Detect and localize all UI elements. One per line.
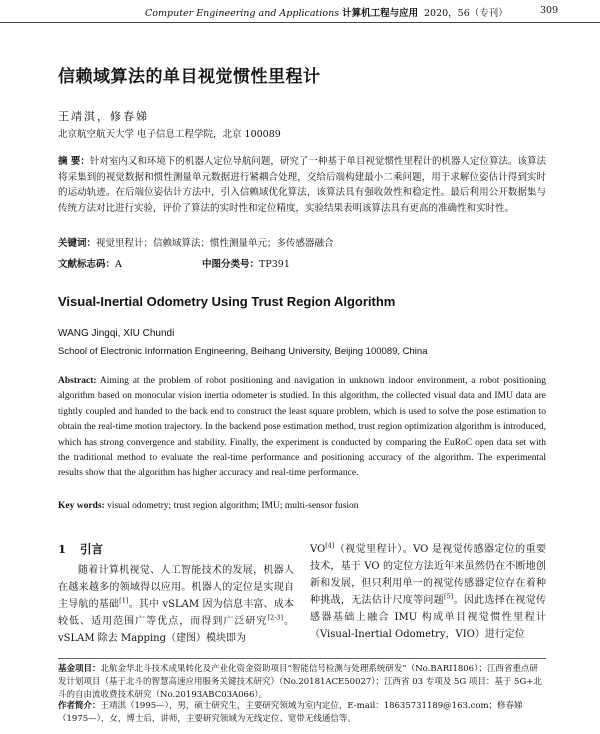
body-column-left: 随着计算机视觉、人工智能技术的发展，机器人在越来越多的领域得以应用。机器人的定位是实现自主导航的基础[1]。其中 vSLAM 因为信息丰富、成本较低、适用范围广等优点，而得到广泛研究[2-3]。vSLAM 除去 Mapping（建图）模块即为 <box>58 565 295 644</box>
abstract-chinese-label: 摘 要： <box>58 156 90 167</box>
affiliation-chinese: 北京航空航天大学 电子信息工程学院，北京 100089 <box>58 129 281 140</box>
document-code: 文献标志码：A <box>58 259 122 270</box>
keywords-chinese-text: 视觉里程计；信赖域算法；惯性测量单元；多传感器融合 <box>96 238 334 249</box>
abstract-chinese <box>58 154 546 216</box>
footnote-divider <box>58 658 546 659</box>
clc-number: 中图分类号：TP391 <box>202 259 290 270</box>
journal-name: Computer Engineering and Applications 计算机工程与应用 <box>145 8 419 19</box>
affiliation-english: School of Electronic Information Engineering, Beihang University, Beijing 100089, China <box>58 346 428 357</box>
page-number: 309 <box>540 5 559 16</box>
citation-ref: [5] <box>444 592 454 601</box>
keywords-english-text: visual odometry; trust region algorithm; IMU; multi-sensor fusion <box>107 501 359 511</box>
authors-chinese: 王靖淇，修春娣 <box>58 110 149 123</box>
citation-ref: [4] <box>325 541 335 550</box>
abstract-english-text: Aiming at the problem of robot positioning and navigation in unknown indoor environment, a robot positioning algorithm based on monocular vision inertia odometer is studied. In this algorithm, the collected visual data and IMU data are tightly coupled and handed to the back end to construct the least square problem, which is used to solve the pose estimation to obtain the real-time motion trajectory. In the backend pose estimation method, trust region optimization algorithm is introduced, which has strong convergence and stability. Finally, the experiment is conducted by comparing the EuRoC open data set with the traditional method to evaluate the real-time performance and positioning accuracy of the algorithm. The experimental results show that the algorithm has higher accuracy and real-time performance. <box>58 376 546 479</box>
keywords-english <box>58 501 359 511</box>
footnote-funding: 基金项目：北航金华北斗技术成果转化及产业化资金资助项目“智能信号检测与处理系统研发”（No.BARI1806）；江西省重点研发计划项目（基于北斗的智慧高速应用服务关键技术研究）（No.20181ACE50027）；江西省 03 专项及 5G 项目：基于 5G+北斗的自由流收费技术研究（No.20193ABC03A066）。 <box>58 664 542 700</box>
section-number: 1 <box>58 542 67 556</box>
keywords-english-label: Key words: <box>58 501 105 511</box>
title-chinese: 信赖域算法的单目视觉惯性里程计 <box>58 67 321 87</box>
body-column-right: VO[4]（视觉里程计）。VO 是视觉传感器定位的重要技术，基于 VO 的定位方法近年来虽然仍在不断地创新和发展，但只利用单一的视觉传感器定位存在着种种挑战，无法估计尺度等问题[5]。因此选择在视觉传感器基础上融合 IMU 构成单目视觉惯性里程计（Visual-Inertial Odometry，VIO）进行定位 <box>310 541 547 640</box>
citation-ref: [1] <box>119 596 129 605</box>
abstract-chinese-text: 针对室内又和环境下的机器人定位导航问题，研究了一种基于单目视觉惯性里程计的机器人定位算法。该算法将采集到的视觉数据和惯性测量单元数据进行紧耦合处理，交给后端构建最小二乘问题，用于求解位姿估计得到实时的运动轨迹。在后端位姿估计方法中，引入信赖域优化算法，该算法具有强收敛性和稳定性。最后利用公开数据集与传统方法对比进行实验，评价了算法的实时性和定位精度，实验结果表明该算法具有更高的准确性和实时性。 <box>58 156 546 214</box>
keywords-chinese <box>58 235 334 249</box>
title-english: Visual-Inertial Odometry Using Trust Region Algorithm <box>58 294 396 309</box>
running-header <box>0 0 600 23</box>
section-title: 引言 <box>80 542 104 556</box>
keywords-chinese-label: 关键词： <box>58 238 97 249</box>
abstract-english <box>58 374 546 482</box>
citation-ref: [2-3] <box>267 613 283 622</box>
section-heading-introduction <box>58 541 103 557</box>
abstract-english-label: Abstract: <box>58 376 97 386</box>
authors-english: WANG Jingqi, XIU Chundi <box>58 328 175 339</box>
year-issue: 2020，56（专刊） <box>424 8 508 19</box>
footnote-author-bio: 作者简介：王靖淇（1995—），男，硕士研究生，主要研究领域为室内定位，E-mail：18635731189@163.com；修春娣（1975—），女，博士后，讲师，主要研究领域为无线定位、宽带无线通信等。 <box>58 701 523 724</box>
